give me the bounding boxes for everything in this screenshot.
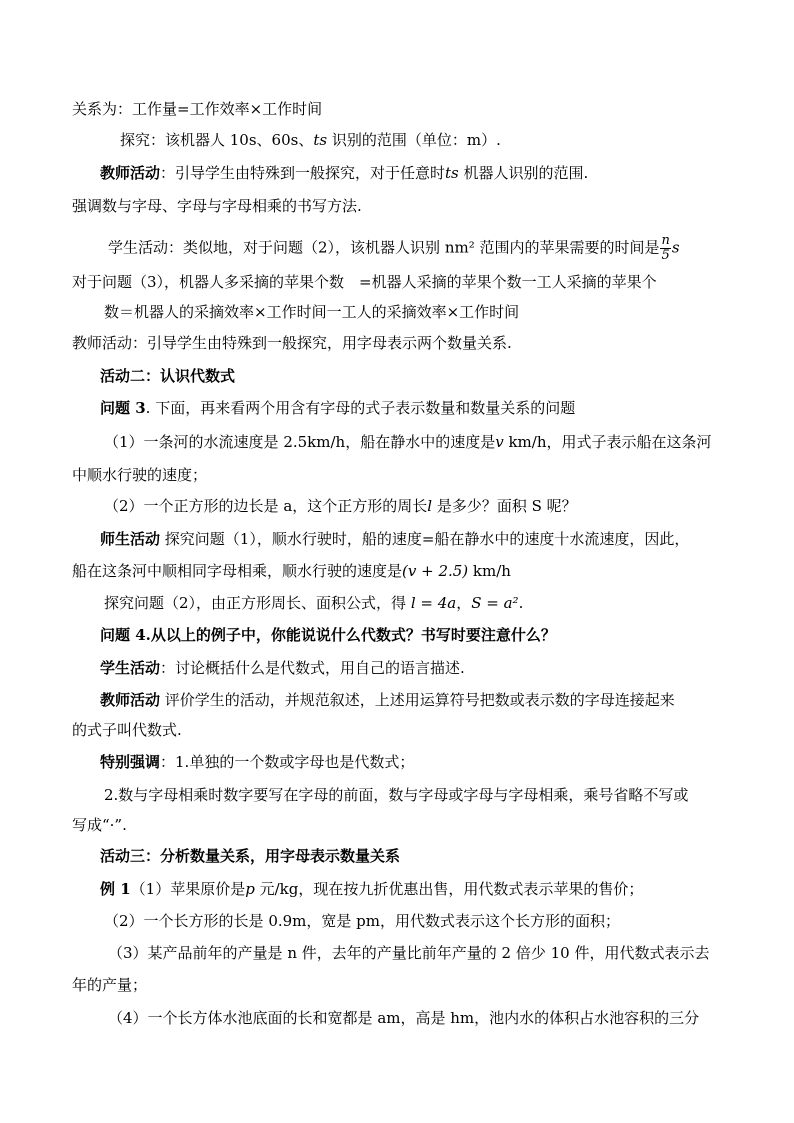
text-line: 师生活动 探究问题（1），顺水行驶时，船的速度=船在静水中的速度十水流速度，因此，	[100, 530, 690, 548]
text-line: 教师活动：引导学生由特殊到一般探究，用字母表示两个数量关系.	[72, 334, 512, 352]
text-line: 特别强调：1.单独的一个数或字母也是代数式；	[100, 753, 415, 771]
section-heading: 活动二：认识代数式	[100, 367, 236, 385]
text-line: 探究：该机器人 10s、60s、ts 识别的范围（单位：m）.	[120, 131, 501, 149]
text-line: 船在这条河中顺相同字母相乘，顺水行驶的速度是(v + 2.5) km/h	[72, 562, 511, 580]
text-line: 问题 3. 下面，再来看两个用含有字母的式子表示数量和数量关系的问题	[100, 399, 576, 417]
text-line: （1）一条河的水流速度是 2.5km/h，船在静水中的速度是v km/h，用式子表示船在这条河	[104, 433, 712, 451]
text-line: 学生活动：类似地，对于问题（2），该机器人识别 nm² 范围内的苹果需要的时间是 $\frac{n}{5}$ s	[108, 233, 680, 263]
text-line: 中顺水行驶的速度；	[72, 466, 208, 484]
text-line: 强调数与字母、字母与字母相乘的书写方法.	[72, 197, 362, 215]
text-line: （3）某产品前年的产量是 n 件，去年的产量比前年产量的 2 倍少 10 件，用代数式表示去	[108, 944, 710, 962]
text-line: 年的产量；	[72, 976, 148, 994]
text-line: （4）一个长方体水池底面的长和宽都是 am，高是 hm，池内水的体积占水池容积的三分	[108, 1009, 700, 1027]
text-line: 学生活动：讨论概括什么是代数式，用自己的语言描述.	[100, 659, 465, 677]
text-line: 教师活动：引导学生由特殊到一般探究，对于任意时ts 机器人识别的范围.	[100, 164, 589, 182]
text-line: 写成“·”.	[72, 816, 127, 834]
section-heading: 活动三：分析数量关系，用字母表示数量关系	[100, 847, 401, 865]
fraction: $\frac{n}{5}$	[661, 233, 670, 263]
text-line: 2.数与字母相乘时数字要写在字母的前面，数与字母或字母与字母相乘，乘号省略不写或	[104, 786, 689, 804]
text-line: 数＝机器人的采摘效率×工作时间一工人的采摘效率×工作时间	[104, 303, 520, 321]
text-line: 的式子叫代数式.	[72, 721, 182, 739]
text-line: 教师活动 评价学生的活动，并规范叙述，上述用运算符号把数或表示数的字母连接起来	[100, 691, 675, 709]
text-line: 对于问题（3），机器人多采摘的苹果个数 =机器人采摘的苹果个数一工人采摘的苹果个	[72, 273, 657, 291]
text-line: （2）一个正方形的边长是 a，这个正方形的周长l 是多少？面积 S 呢？	[104, 497, 577, 515]
text-line: 关系为：工作量=工作效率×工作时间	[72, 100, 323, 118]
text-line: 探究问题（2），由正方形周长、面积公式，得 l = 4a，S = a².	[104, 594, 524, 612]
text-line: 例 1（1）苹果原价是p 元/kg，现在按九折优惠出售，用代数式表示苹果的售价；	[100, 880, 644, 898]
question-heading: 问题 4.从以上的例子中，你能说说什么代数式？书写时要注意什么？	[100, 626, 556, 644]
text-line: （2）一个长方形的长是 0.9m，宽是 pm，用代数式表示这个长方形的面积；	[104, 912, 620, 930]
